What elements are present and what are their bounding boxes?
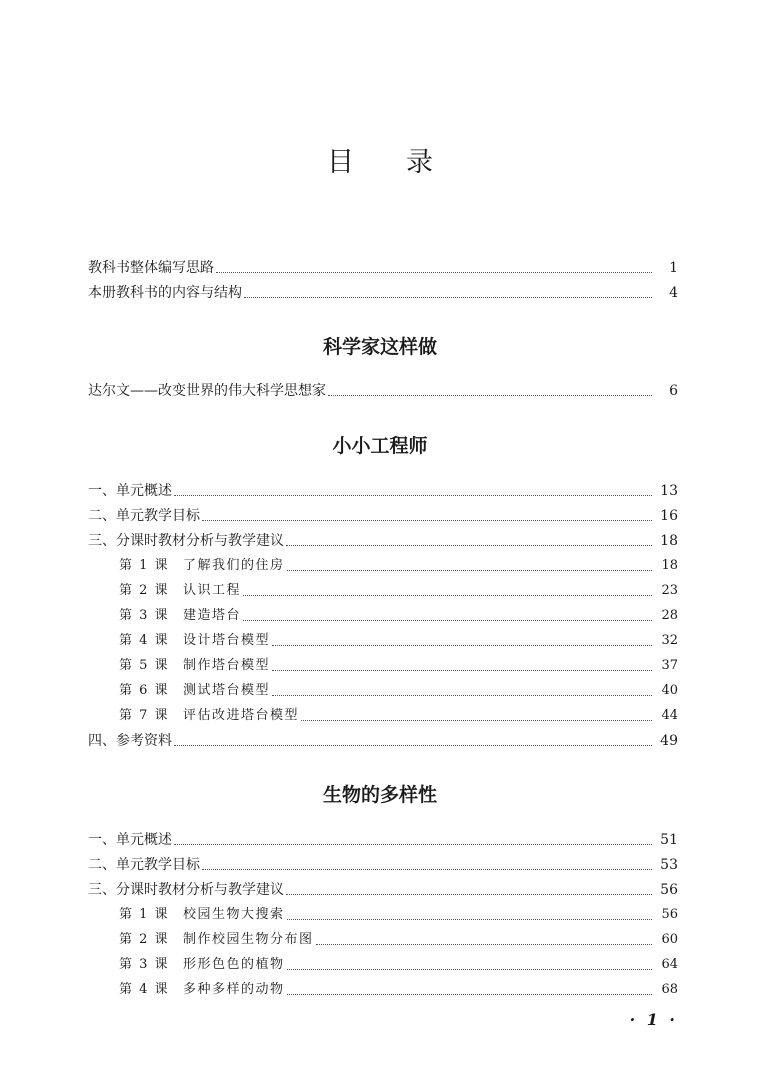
toc-entry-text: 校园生物大搜索 [183,907,285,922]
toc-entry-text: 四、参考资料 [88,733,172,749]
dot-leader [328,395,652,396]
toc-page-number: 1 [669,260,678,276]
dot-leader [287,969,652,970]
toc-entry[interactable] [88,283,678,303]
toc-page-number: 32 [661,633,678,648]
lesson-number: 第 3 课 [119,608,170,623]
toc-entry-text: 设计塔台模型 [183,633,271,648]
lesson-number: 第 4 课 [119,633,170,648]
toc-entry[interactable] [88,381,678,401]
toc-entry[interactable] [88,258,678,278]
lesson-number: 第 6 课 [119,683,170,698]
toc-page-number: 6 [669,383,678,399]
dot-leader [301,720,652,721]
toc-entry-text: 三、分课时教材分析与教学建议 [88,882,284,898]
toc-page-number: 56 [661,907,678,922]
dot-leader [272,645,652,646]
lesson-number: 第 4 课 [119,982,170,997]
toc-lesson-entry[interactable] [119,556,678,576]
toc-page-number: 4 [669,285,678,301]
toc-lesson-entry[interactable] [119,905,678,925]
toc-entry-text: 三、分课时教材分析与教学建议 [88,533,284,549]
toc-page-number: 51 [660,832,678,848]
dot-leader [243,620,652,621]
toc-lesson-entry[interactable] [119,631,678,651]
toc-entry[interactable] [88,531,678,551]
toc-page-number: 64 [661,957,678,972]
dot-leader [287,919,652,920]
lesson-number: 第 3 课 [119,957,170,972]
toc-page-number: 60 [661,932,678,947]
toc-entry-text: 评估改进塔台模型 [183,708,300,723]
toc-lesson-entry[interactable] [119,681,678,701]
toc-page-number: 13 [660,483,678,499]
toc-entry-text: 多种多样的动物 [183,982,285,997]
toc-entry[interactable] [88,731,678,751]
dot-leader [174,844,652,845]
toc-page-number: 53 [660,857,678,873]
toc-entry-text: 认识工程 [183,583,242,598]
toc-entry-text: 一、单元概述 [88,483,172,499]
toc-entry-text: 了解我们的住房 [183,558,285,573]
dot-leader [287,570,652,571]
section-heading: 科学家这样做 [322,336,437,358]
toc-entry-text: 二、单元教学目标 [88,508,200,524]
toc-entry[interactable] [88,830,678,850]
dot-leader [316,944,652,945]
toc-entry-text: 制作校园生物分布图 [183,932,314,947]
dot-leader [286,894,652,895]
lesson-number: 第 7 课 [119,708,170,723]
dot-leader [244,297,652,298]
toc-page-number: 40 [661,683,678,698]
toc-page-number: 56 [660,882,678,898]
dot-leader [243,595,652,596]
toc-lesson-entry[interactable] [119,656,678,676]
section-heading: 生物的多样性 [322,784,437,806]
dot-leader [202,520,652,521]
toc-lesson-entry[interactable] [119,706,678,726]
dot-leader [202,869,652,870]
toc-lesson-entry[interactable] [119,606,678,626]
toc-entry-text: 形形色色的植物 [183,957,285,972]
toc-page-number: 18 [660,533,678,549]
toc-entry-text: 达尔文——改变世界的伟大科学思想家 [88,383,326,399]
toc-page-number: 16 [660,508,678,524]
dot-leader [272,670,652,671]
toc-entry[interactable] [88,855,678,875]
dot-leader [286,545,652,546]
toc-page-number: 49 [660,733,678,749]
section-heading: 小小工程师 [332,435,428,457]
toc-page-number: 28 [661,608,678,623]
toc-entry[interactable] [88,481,678,501]
toc-lesson-entry[interactable] [119,955,678,975]
toc-page-number: 23 [661,583,678,598]
page-title: 目录 [327,147,485,178]
toc-page-number: 44 [661,708,678,723]
toc-lesson-entry[interactable] [119,980,678,1000]
toc-entry-text: 本册教科书的内容与结构 [88,285,242,301]
lesson-number: 第 1 课 [119,907,170,922]
toc-lesson-entry[interactable] [119,581,678,601]
page-folio: · 1 · [629,1010,678,1029]
toc-entry[interactable] [88,880,678,900]
toc-entry-text: 二、单元教学目标 [88,857,200,873]
toc-entry-text: 制作塔台模型 [183,658,271,673]
toc-entry-text: 教科书整体编写思路 [88,260,214,276]
toc-entry-text: 测试塔台模型 [183,683,271,698]
lesson-number: 第 1 课 [119,558,170,573]
dot-leader [174,745,652,746]
lesson-number: 第 5 课 [119,658,170,673]
toc-page-number: 37 [661,658,678,673]
dot-leader [216,272,652,273]
toc-page-number: 18 [661,558,678,573]
toc-lesson-entry[interactable] [119,930,678,950]
toc-entry-text: 建造塔台 [183,608,242,623]
toc-entry-text: 一、单元概述 [88,832,172,848]
toc-page-number: 68 [661,982,678,997]
dot-leader [272,695,652,696]
lesson-number: 第 2 课 [119,932,170,947]
toc-entry[interactable] [88,506,678,526]
dot-leader [174,495,652,496]
lesson-number: 第 2 课 [119,583,170,598]
dot-leader [287,994,652,995]
